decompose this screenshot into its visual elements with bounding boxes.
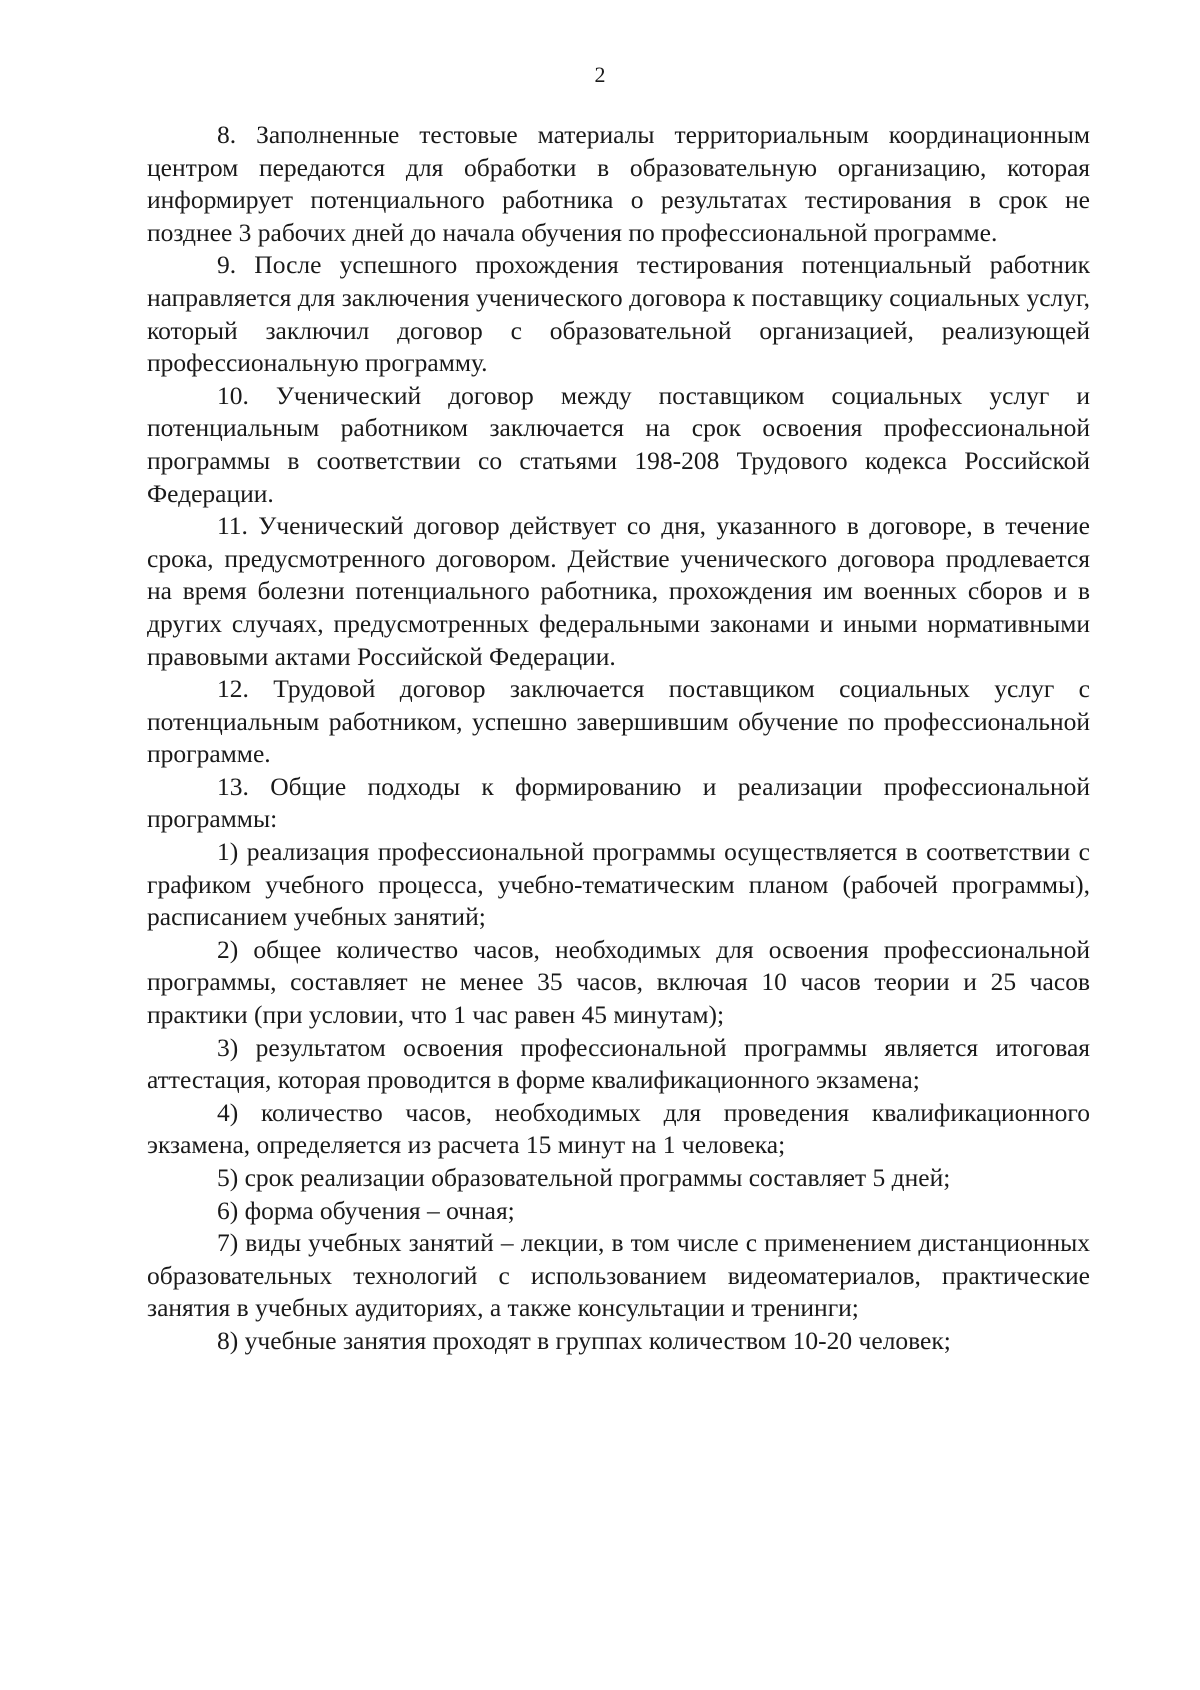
list-item-5: 5) срок реализации образовательной программы составляет 5 дней; <box>217 1163 951 1192</box>
list-item-3: 3) результатом освоения профессиональной программы является итоговая аттестация, которая проводится в форме квалификационного экзамена; <box>147 1032 1090 1095</box>
list-item-7: 7) виды учебных занятий – лекции, в том числе с применением дистанционных образовательных технологий с использованием видеоматериалов, практические занятия в учебных аудиториях, а также консультации и тренинги; <box>147 1228 1090 1323</box>
document-body <box>147 119 1090 1358</box>
list-item-4: 4) количество часов, необходимых для проведения квалификационного экзамена, определяется из расчета 15 минут на 1 человека; <box>147 1097 1090 1160</box>
paragraph-9: 9. После успешного прохождения тестирования потенциальный работник направляется для заключения ученического договора к поставщику социальных услуг, который заключил договор с образовательной организацией, реализующей профессиональную программу. <box>147 250 1090 378</box>
paragraph-12: 12. Трудовой договор заключается поставщиком социальных услуг с потенциальным работником, успешно завершившим обучение по профессиональной программе. <box>147 674 1090 769</box>
paragraph-10: 10. Ученический договор между поставщиком социальных услуг и потенциальным работником заключается на срок освоения профессиональной программы в соответствии со статьями 198-208 Трудового кодекса Российской Федерации. <box>147 380 1090 508</box>
list-item-8: 8) учебные занятия проходят в группах количеством 10-20 человек; <box>217 1325 951 1355</box>
list-item-2: 2) общее количество часов, необходимых для освоения профессиональной программы, составляет не менее 35 часов, включая 10 часов теории и 25 часов практики (при условии, что 1 час равен 45 минутам); <box>147 934 1090 1030</box>
paragraph-8: 8. Заполненные тестовые материалы территориальным координационным центром передаются для обработки в образовательную организацию, которая информирует потенциального работника о результатах тестирования в срок не позднее 3 рабочих дней до начала обучения по профессиональной программе. <box>147 120 1090 247</box>
paragraph-13: 13. Общие подходы к формированию и реализации профессиональной программы: <box>147 771 1090 834</box>
paragraph-11: 11. Ученический договор действует со дня, указанного в договоре, в течение срока, предусмотренного договором. Действие ученического договора продлевается на время болезни потенциального работника, прохождения им военных сборов и в других случаях, предусмотренных федеральными законами и иными нормативными правовыми актами Российской Федерации. <box>147 511 1090 671</box>
list-item-6: 6) форма обучения – очная; <box>217 1195 515 1225</box>
page-number: 2 <box>594 62 606 87</box>
list-item-1: 1) реализация профессиональной программы осуществляется в соответствии с графиком учебного процесса, учебно-тематическим планом (рабочей программы), расписанием учебных занятий; <box>147 837 1090 932</box>
